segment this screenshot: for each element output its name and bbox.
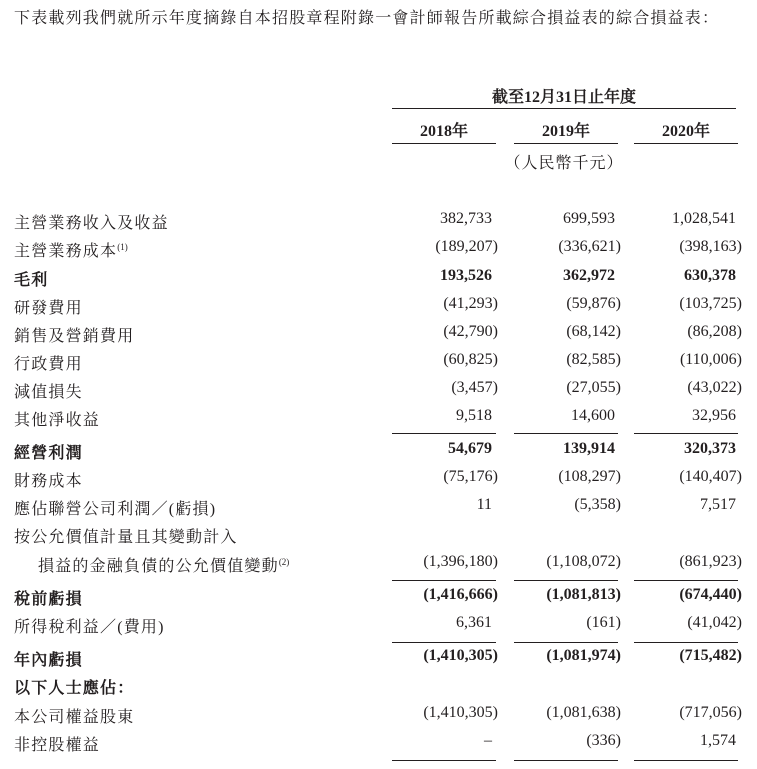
row-label [14, 323, 134, 346]
value-cell: 32,956 [692, 407, 736, 424]
total-rule [392, 642, 496, 643]
value-cell: 630,378 [684, 267, 736, 284]
row-label-text: 損益的金融負債的公允價值變動 [38, 558, 279, 575]
table-row [0, 323, 757, 351]
row-label [14, 647, 83, 670]
value-cell: (75,176) [443, 468, 498, 485]
table-row [0, 267, 757, 295]
value-cell: (336) [586, 732, 621, 749]
total-rule [514, 580, 618, 581]
value-cell: 1,028,541 [672, 210, 736, 227]
row-label [14, 440, 83, 463]
value-cell: (336,621) [558, 238, 621, 255]
row-label-text: 研發費用 [14, 300, 83, 317]
row-label [14, 295, 83, 318]
total-rule [514, 433, 618, 434]
total-rule [392, 433, 496, 434]
value-cell: (1,081,813) [546, 586, 621, 603]
value-cell: (41,042) [687, 614, 742, 631]
row-label-text: 減值損失 [14, 384, 83, 401]
value-cell: 9,518 [456, 407, 492, 424]
period-title: 截至12月31日止年度 [491, 89, 636, 106]
table-row [0, 238, 757, 266]
total-rule [634, 580, 738, 581]
value-cell: (1,416,666) [423, 586, 498, 603]
value-cell: (110,006) [679, 351, 742, 368]
value-cell: (1,081,974) [546, 647, 621, 664]
row-label-text: 以下人士應佔： [14, 680, 135, 697]
table-row [0, 351, 757, 379]
table-row [0, 210, 757, 238]
row-label [14, 238, 128, 261]
row-label-text: 本公司權益股東 [14, 709, 135, 726]
row-label-text: 經營利潤 [14, 445, 83, 462]
value-cell: (140,407) [679, 468, 742, 485]
row-label-text: 非控股權益 [14, 737, 101, 754]
value-cell: 320,373 [684, 440, 736, 457]
row-label [14, 524, 238, 547]
total-rule [392, 760, 496, 761]
table-row [0, 704, 757, 732]
table-row [0, 407, 757, 435]
value-cell: (82,585) [566, 351, 621, 368]
period-rule [392, 108, 736, 109]
value-cell: (41,293) [443, 295, 498, 312]
value-cell: 14,600 [571, 407, 615, 424]
row-label [14, 210, 169, 233]
value-cell: 11 [476, 496, 492, 513]
row-label-text: 主營業務成本 [14, 243, 118, 260]
value-cell: (59,876) [566, 295, 621, 312]
value-cell: (715,482) [679, 647, 742, 664]
value-cell: (398,163) [679, 238, 742, 255]
value-cell: (861,923) [679, 553, 742, 570]
total-rule [514, 642, 618, 643]
row-label [14, 675, 134, 698]
row-label-text: 按公允價值計量且其變動計入 [14, 529, 238, 546]
value-cell: (3,457) [451, 379, 498, 396]
row-label-text: 應佔聯營公司利潤／(虧損) [14, 501, 217, 518]
row-label-text: 其他淨收益 [14, 412, 101, 429]
value-cell: 54,679 [448, 440, 492, 457]
row-label [14, 351, 83, 374]
value-cell: (717,056) [679, 704, 742, 721]
total-rule [514, 760, 618, 761]
row-label-text: 主營業務收入及收益 [14, 215, 169, 232]
row-label-text: 行政費用 [14, 356, 83, 373]
total-rule [634, 760, 738, 761]
year-header-2019: 2019年 [541, 123, 590, 140]
value-cell: 6,361 [456, 614, 492, 631]
value-cell: 139,914 [563, 440, 615, 457]
table-row [0, 295, 757, 323]
row-label [14, 468, 83, 491]
table-row [0, 586, 757, 614]
row-label [14, 586, 83, 609]
total-rule [634, 433, 738, 434]
row-label-text: 稅前虧損 [14, 591, 83, 608]
table-row [0, 379, 757, 407]
table-row [0, 647, 757, 675]
value-cell: (60,825) [443, 351, 498, 368]
table-row [0, 675, 757, 703]
value-cell: (1,108,072) [546, 553, 621, 570]
year-rule-2018 [392, 143, 496, 144]
value-cell: 699,593 [563, 210, 615, 227]
year-rule-2020 [634, 143, 738, 144]
value-cell: (86,208) [687, 323, 742, 340]
total-rule [392, 580, 496, 581]
value-cell: (1,410,305) [423, 704, 498, 721]
row-label-text: 所得稅利益／(費用) [14, 619, 165, 636]
value-cell: (68,142) [566, 323, 621, 340]
year-header-2018: 2018年 [419, 123, 468, 140]
row-label [14, 496, 216, 519]
row-label [14, 732, 100, 755]
total-rule [634, 642, 738, 643]
year-rule-2019 [514, 143, 618, 144]
value-cell: (161) [586, 614, 621, 631]
value-cell: 7,517 [700, 496, 736, 513]
value-cell: (1,081,638) [546, 704, 621, 721]
value-cell: (1,396,180) [423, 553, 498, 570]
table-row [0, 732, 757, 760]
value-cell: (108,297) [558, 468, 621, 485]
row-label [38, 553, 289, 576]
row-label-text: 財務成本 [14, 473, 83, 490]
row-label-text: 年內虧損 [14, 652, 83, 669]
value-cell: (42,790) [443, 323, 498, 340]
row-label-text: 銷售及營銷費用 [14, 328, 135, 345]
value-cell: (5,358) [574, 496, 621, 513]
row-label [14, 407, 100, 430]
value-cell: (43,022) [687, 379, 742, 396]
row-label [14, 704, 134, 727]
year-header-2020: 2020年 [661, 123, 710, 140]
table-row [0, 524, 757, 552]
value-cell: 382,733 [440, 210, 492, 227]
table-row [0, 553, 757, 581]
row-label [14, 379, 83, 402]
value-cell: (674,440) [679, 586, 742, 603]
value-cell: (27,055) [566, 379, 621, 396]
row-label [14, 614, 165, 637]
table-row [0, 440, 757, 468]
table-row [0, 614, 757, 642]
footnote-marker: (1) [117, 242, 128, 252]
footnote-marker: (2) [278, 557, 290, 567]
value-cell: – [484, 732, 492, 749]
intro-paragraph: 下表載列我們就所示年度摘錄自本招股章程附錄一會計師報告所載綜合損益表的綜合損益表： [14, 10, 720, 27]
value-cell: 362,972 [563, 267, 615, 284]
value-cell: 193,526 [440, 267, 492, 284]
row-label-text: 毛利 [14, 272, 49, 289]
table-row [0, 468, 757, 496]
unit-label: （人民幣千元） [504, 155, 624, 172]
value-cell: (1,410,305) [423, 647, 498, 664]
value-cell: (103,725) [679, 295, 742, 312]
table-row [0, 496, 757, 524]
value-cell: 1,574 [700, 732, 736, 749]
value-cell: (189,207) [435, 238, 498, 255]
row-label [14, 267, 48, 290]
